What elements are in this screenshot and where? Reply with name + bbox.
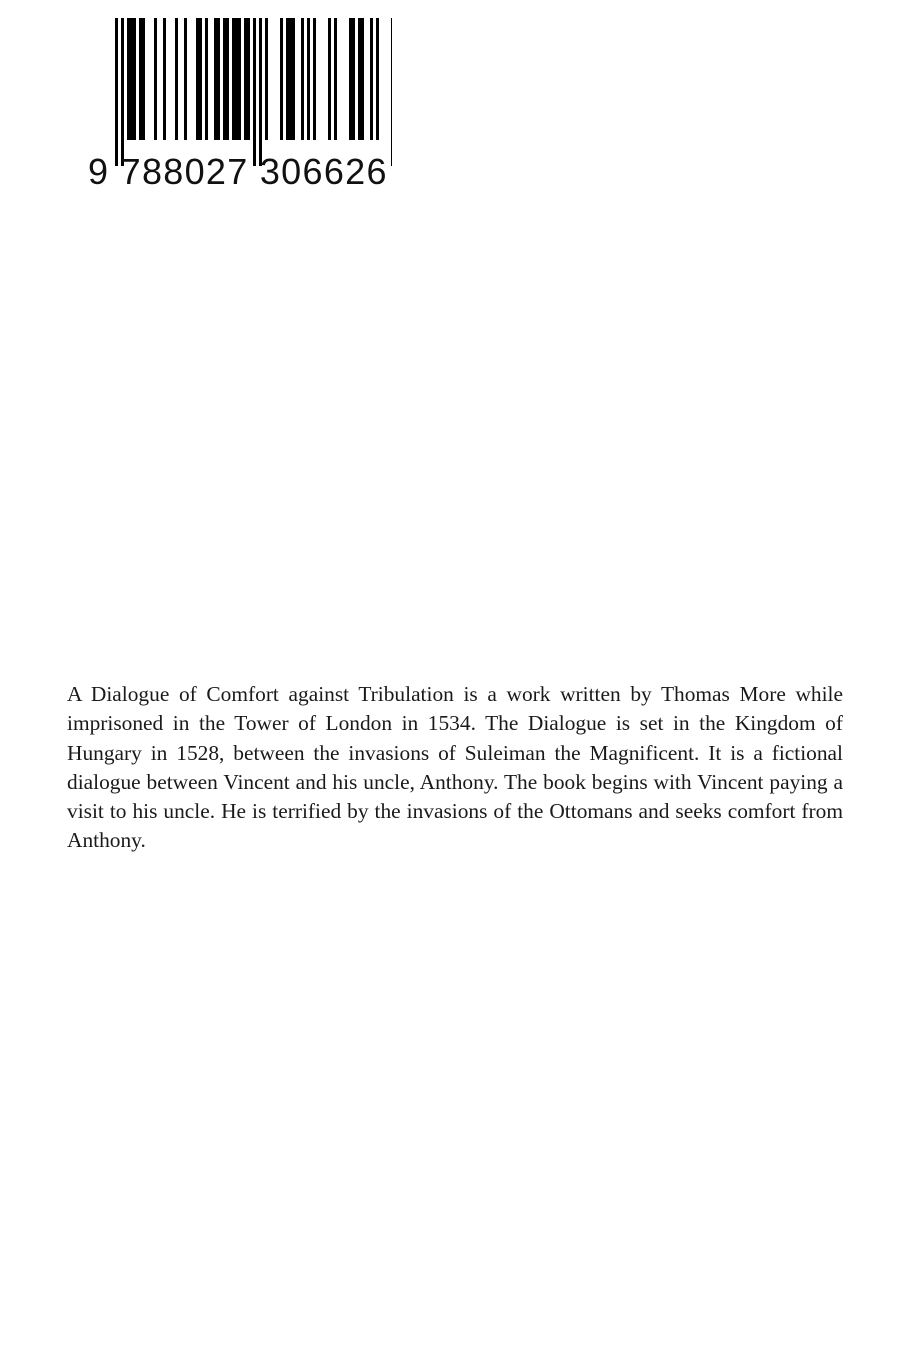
barcode-bar — [280, 18, 283, 140]
barcode-bar — [286, 18, 295, 140]
barcode-bar — [175, 18, 178, 140]
barcode-guard-bar — [259, 18, 262, 166]
barcode-bar — [154, 18, 157, 140]
barcode-bar — [265, 18, 268, 140]
barcode-bar — [334, 18, 337, 140]
barcode-guard-bar — [253, 18, 256, 166]
barcode-bar — [127, 18, 136, 140]
barcode-bar — [349, 18, 355, 140]
isbn-barcode — [88, 18, 392, 192]
barcode-bar — [139, 18, 145, 140]
barcode-bar — [244, 18, 250, 140]
barcode-bar — [370, 18, 373, 140]
barcode-bar — [184, 18, 187, 140]
barcode-bar — [232, 18, 241, 140]
book-description: A Dialogue of Comfort against Tribulation is a work written by Thomas More while imprisoned in the Tower of London in 1534. The Dialogue is set in the Kingdom of Hungary in 1528, between the invasions of Suleiman the Magnificent. It is a fictional dialogue between Vincent and his uncle, Anthony. The book begins with Vincent paying a visit to his uncle. He is terrified by the invasions of the Ottomans and seeks comfort from Anthony. — [67, 682, 843, 853]
barcode-bar — [376, 18, 379, 140]
isbn-number: 9 788027 306626 — [88, 151, 388, 192]
barcode-bar — [223, 18, 229, 140]
barcode-guard-bar — [115, 18, 118, 166]
barcode-guard-bar — [121, 18, 124, 166]
barcode-bar — [313, 18, 316, 140]
barcode-bar — [163, 18, 166, 140]
barcode-bar — [301, 18, 304, 140]
barcode-bar — [358, 18, 364, 140]
barcode-guard-bar — [391, 18, 392, 166]
barcode-bar — [196, 18, 202, 140]
barcode-bar — [214, 18, 220, 140]
barcode-bar — [307, 18, 310, 140]
barcode-bar — [205, 18, 208, 140]
barcode-bar — [328, 18, 331, 140]
